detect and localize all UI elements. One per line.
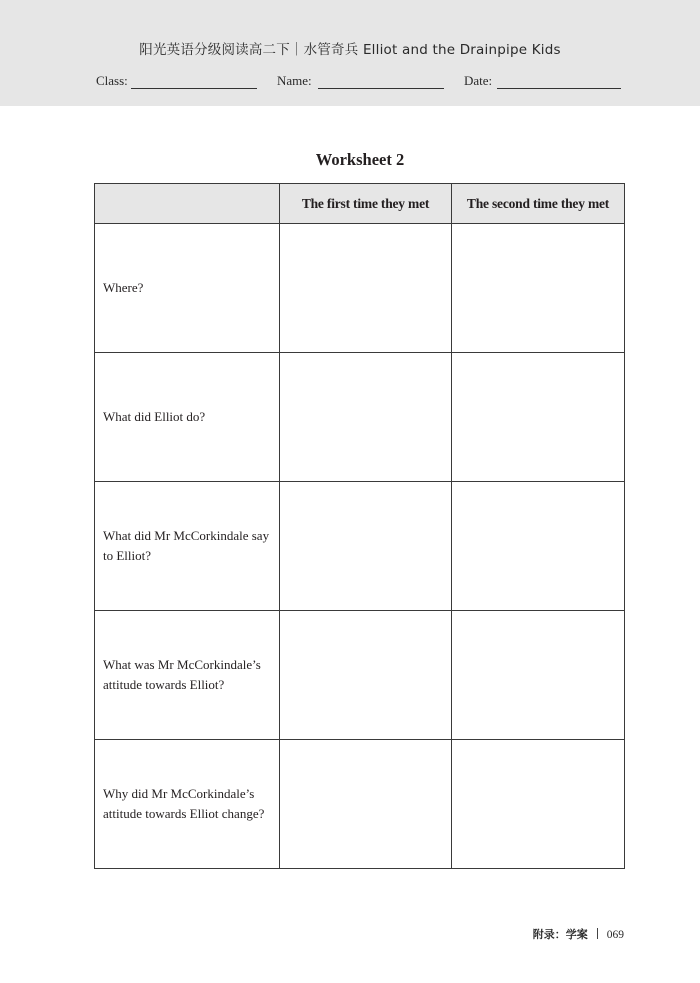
date-blank-line[interactable]	[497, 88, 621, 89]
page-number: 069	[606, 929, 624, 941]
question-cell: What was Mr McCorkindale’s attitude towards Elliot?	[95, 611, 280, 740]
table-row	[95, 224, 625, 353]
answer-cell-second[interactable]	[452, 353, 625, 482]
header-cell-empty	[95, 184, 280, 224]
page-footer	[533, 926, 624, 942]
name-field[interactable]	[277, 73, 445, 91]
answer-cell-first[interactable]	[280, 740, 452, 869]
question-cell: What did Elliot do?	[95, 353, 280, 482]
table-row	[95, 611, 625, 740]
footer-divider	[597, 928, 598, 939]
student-info-row	[96, 73, 622, 91]
header-cell-first-time: The first time they met	[280, 184, 452, 224]
table-row	[95, 353, 625, 482]
answer-cell-second[interactable]	[452, 611, 625, 740]
question-cell: Where?	[95, 224, 280, 353]
date-field[interactable]	[464, 73, 622, 91]
name-blank-line[interactable]	[318, 88, 444, 89]
question-cell: Why did Mr McCorkindale’s attitude towards Elliot change?	[95, 740, 280, 869]
answer-cell-second[interactable]	[452, 740, 625, 869]
answer-cell-first[interactable]	[280, 482, 452, 611]
table-row	[95, 482, 625, 611]
header-cell-second-time: The second time they met	[452, 184, 625, 224]
table-header-row	[95, 184, 625, 224]
answer-cell-first[interactable]	[280, 224, 452, 353]
date-label: Date:	[464, 73, 493, 88]
class-blank-line[interactable]	[131, 88, 257, 89]
name-label: Name:	[277, 73, 312, 88]
book-title: 阳光英语分级阅读高二下｜水管奇兵 Elliot and the Drainpipe Kids	[139, 42, 561, 58]
question-cell: What did Mr McCorkindale say to Elliot?	[95, 482, 280, 611]
class-field[interactable]	[96, 73, 258, 91]
answer-cell-second[interactable]	[452, 224, 625, 353]
answer-cell-second[interactable]	[452, 482, 625, 611]
answer-cell-first[interactable]	[280, 611, 452, 740]
class-label: Class:	[96, 73, 128, 88]
footer-section-label: 附录：学案	[532, 928, 588, 941]
answer-cell-first[interactable]	[280, 353, 452, 482]
table-row	[95, 740, 625, 869]
worksheet-table	[94, 183, 625, 869]
worksheet-title: Worksheet 2	[315, 150, 405, 169]
